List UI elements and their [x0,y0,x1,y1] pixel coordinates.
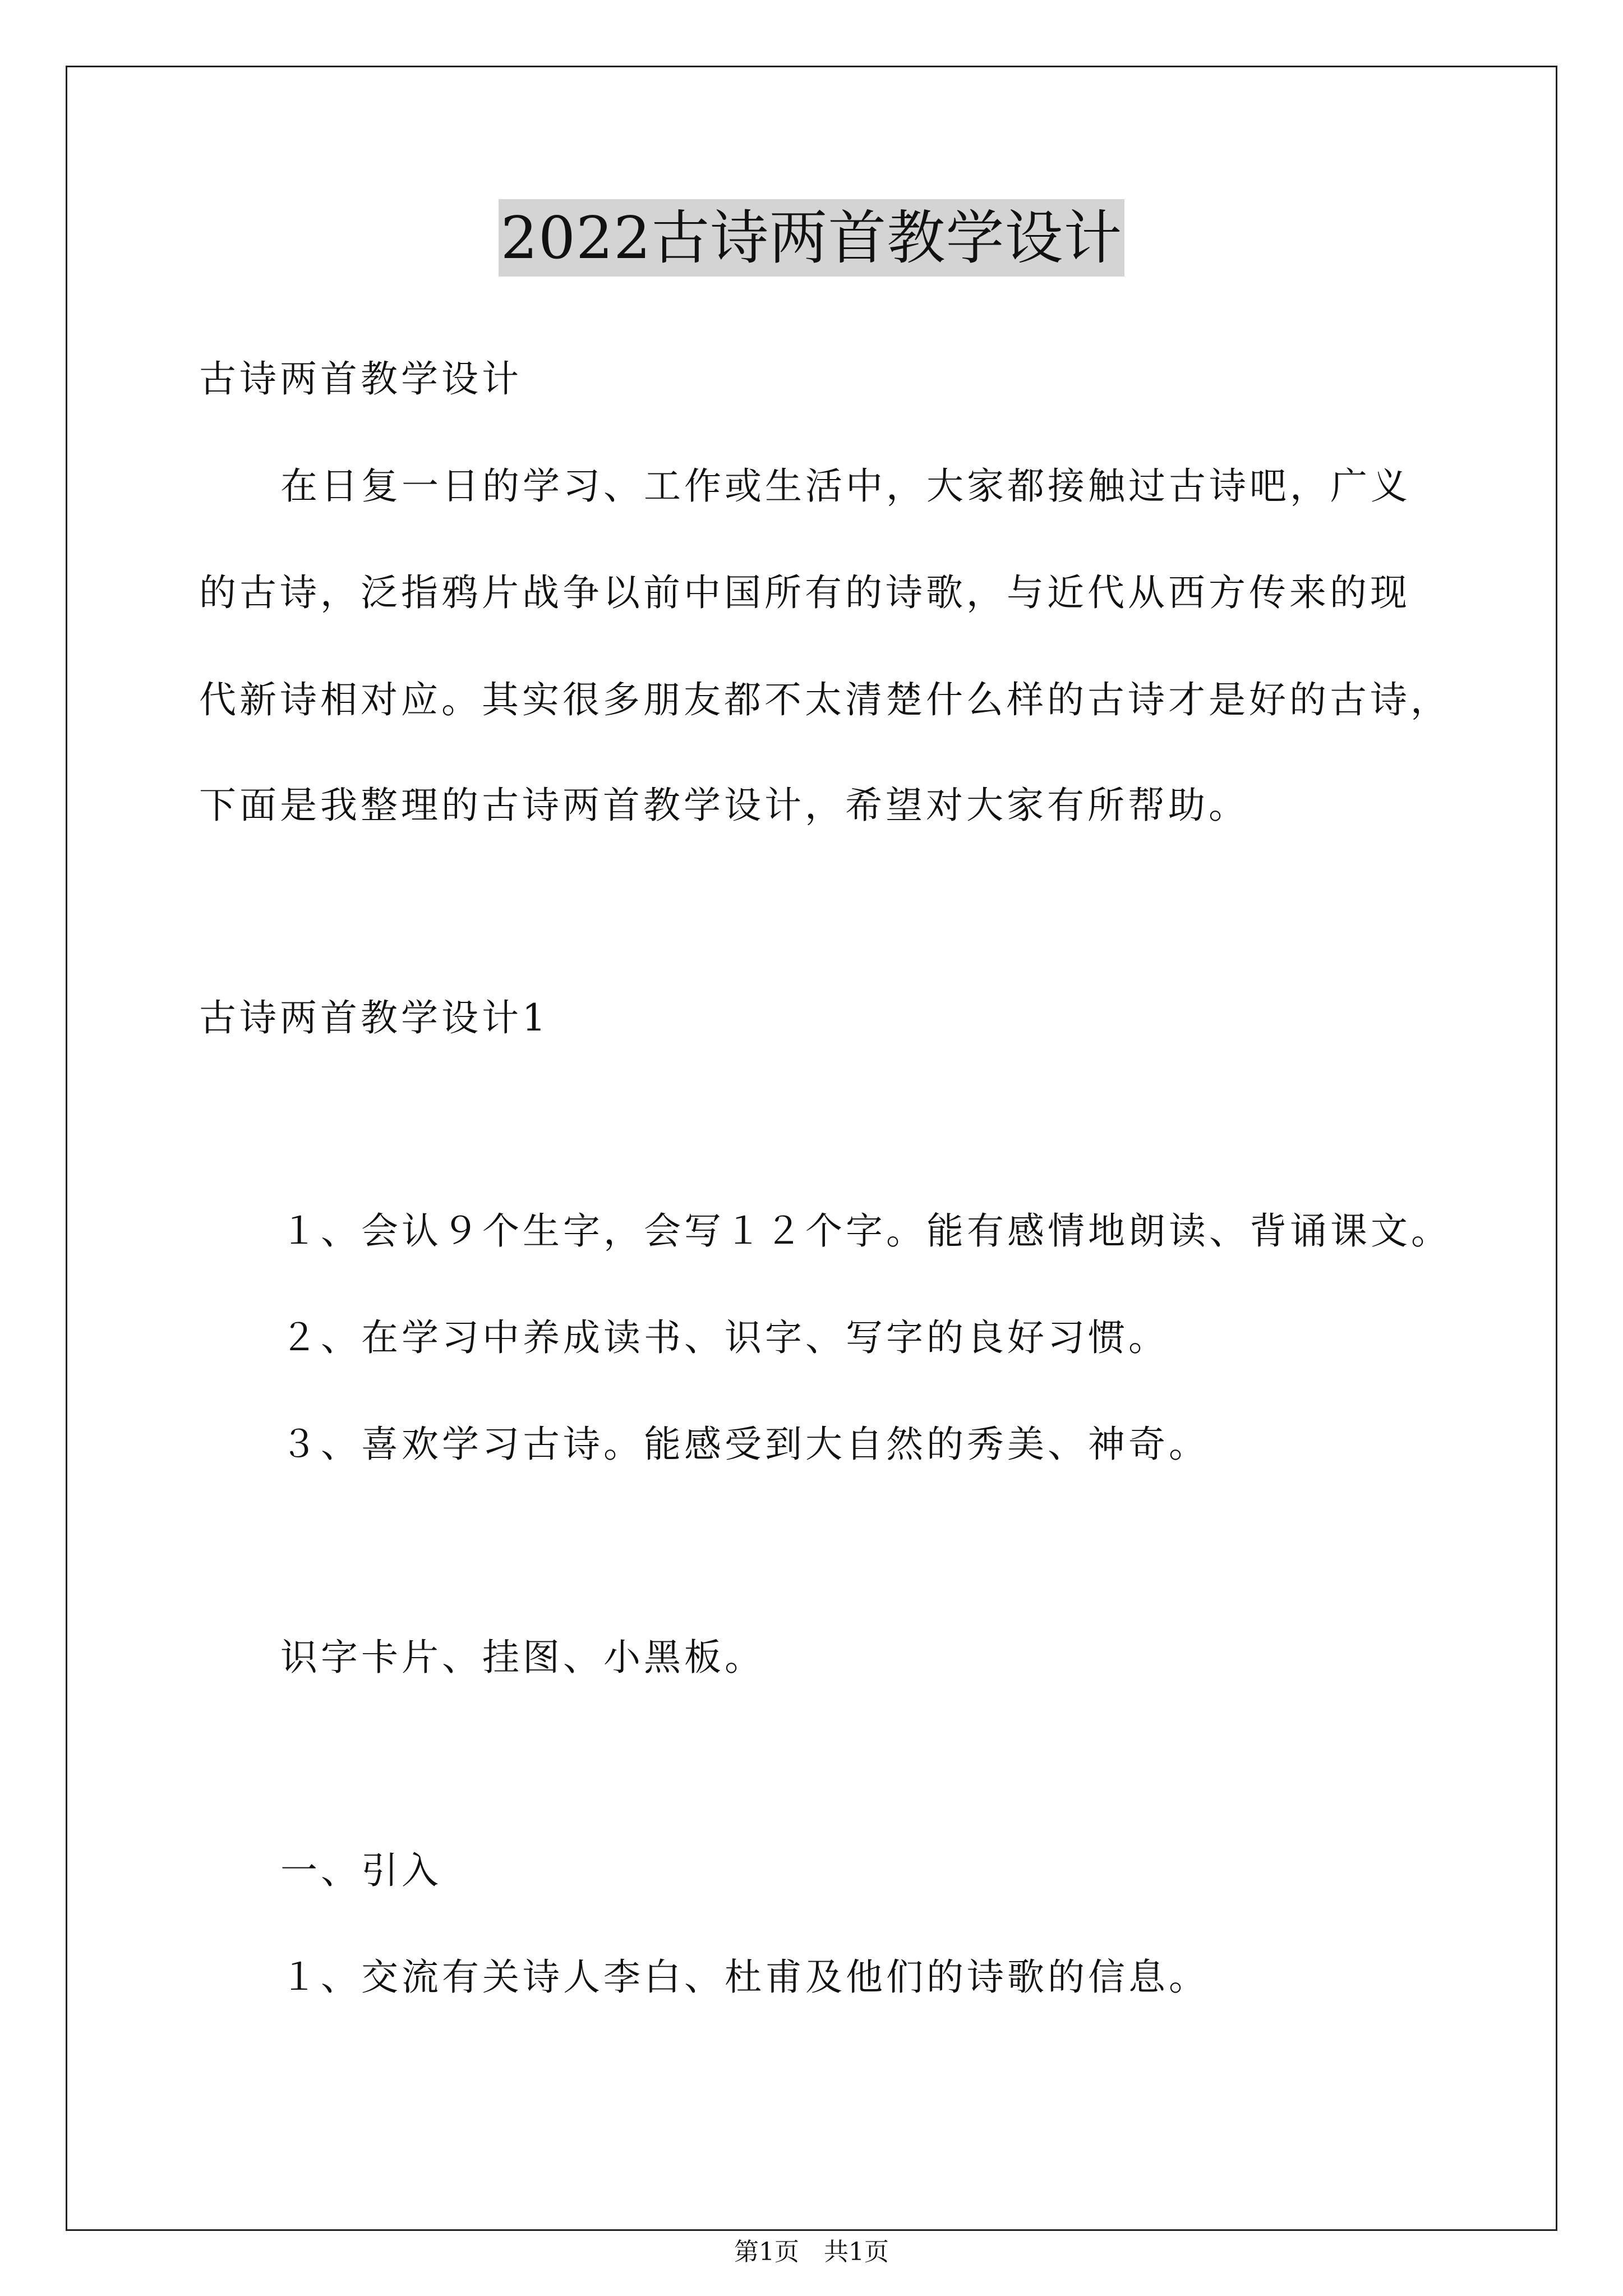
document-title: 2022古诗两首教学设计 [499,199,1125,277]
objective-1: １、会认９个生字，会写１２个字。能有感情地朗读、背诵课文。 [280,1209,1451,1253]
objective-2: ２、在学习中养成读书、识字、写字的良好习惯。 [280,1316,1169,1359]
page-footer: 第1页 共1页 [734,2238,889,2266]
step-heading: 一、引入 [280,1849,442,1892]
intro-line-4: 下面是我整理的古诗两首教学设计，希望对大家有所帮助。 [199,784,1249,827]
intro-line-3: 代新诗相对应。其实很多朋友都不太清楚什么样的古诗才是好的古诗， [199,678,1451,721]
intro-line-1: 在日复一日的学习、工作或生活中，大家都接触过古诗吧，广义 [280,464,1411,508]
document-subtitle: 古诗两首教学设计 [199,357,522,401]
title-container [0,199,1623,277]
section-heading: 古诗两首教学设计1 [199,996,549,1039]
objective-3: ３、喜欢学习古诗。能感受到大自然的秀美、神奇。 [280,1423,1209,1466]
intro-line-2: 的古诗，泛指鸦片战争以前中国所有的诗歌，与近代从西方传来的现 [199,571,1410,614]
materials-line: 识字卡片、挂图、小黑板。 [280,1636,765,1679]
step-item-1: １、交流有关诗人李白、杜甫及他们的诗歌的信息。 [280,1955,1209,1999]
